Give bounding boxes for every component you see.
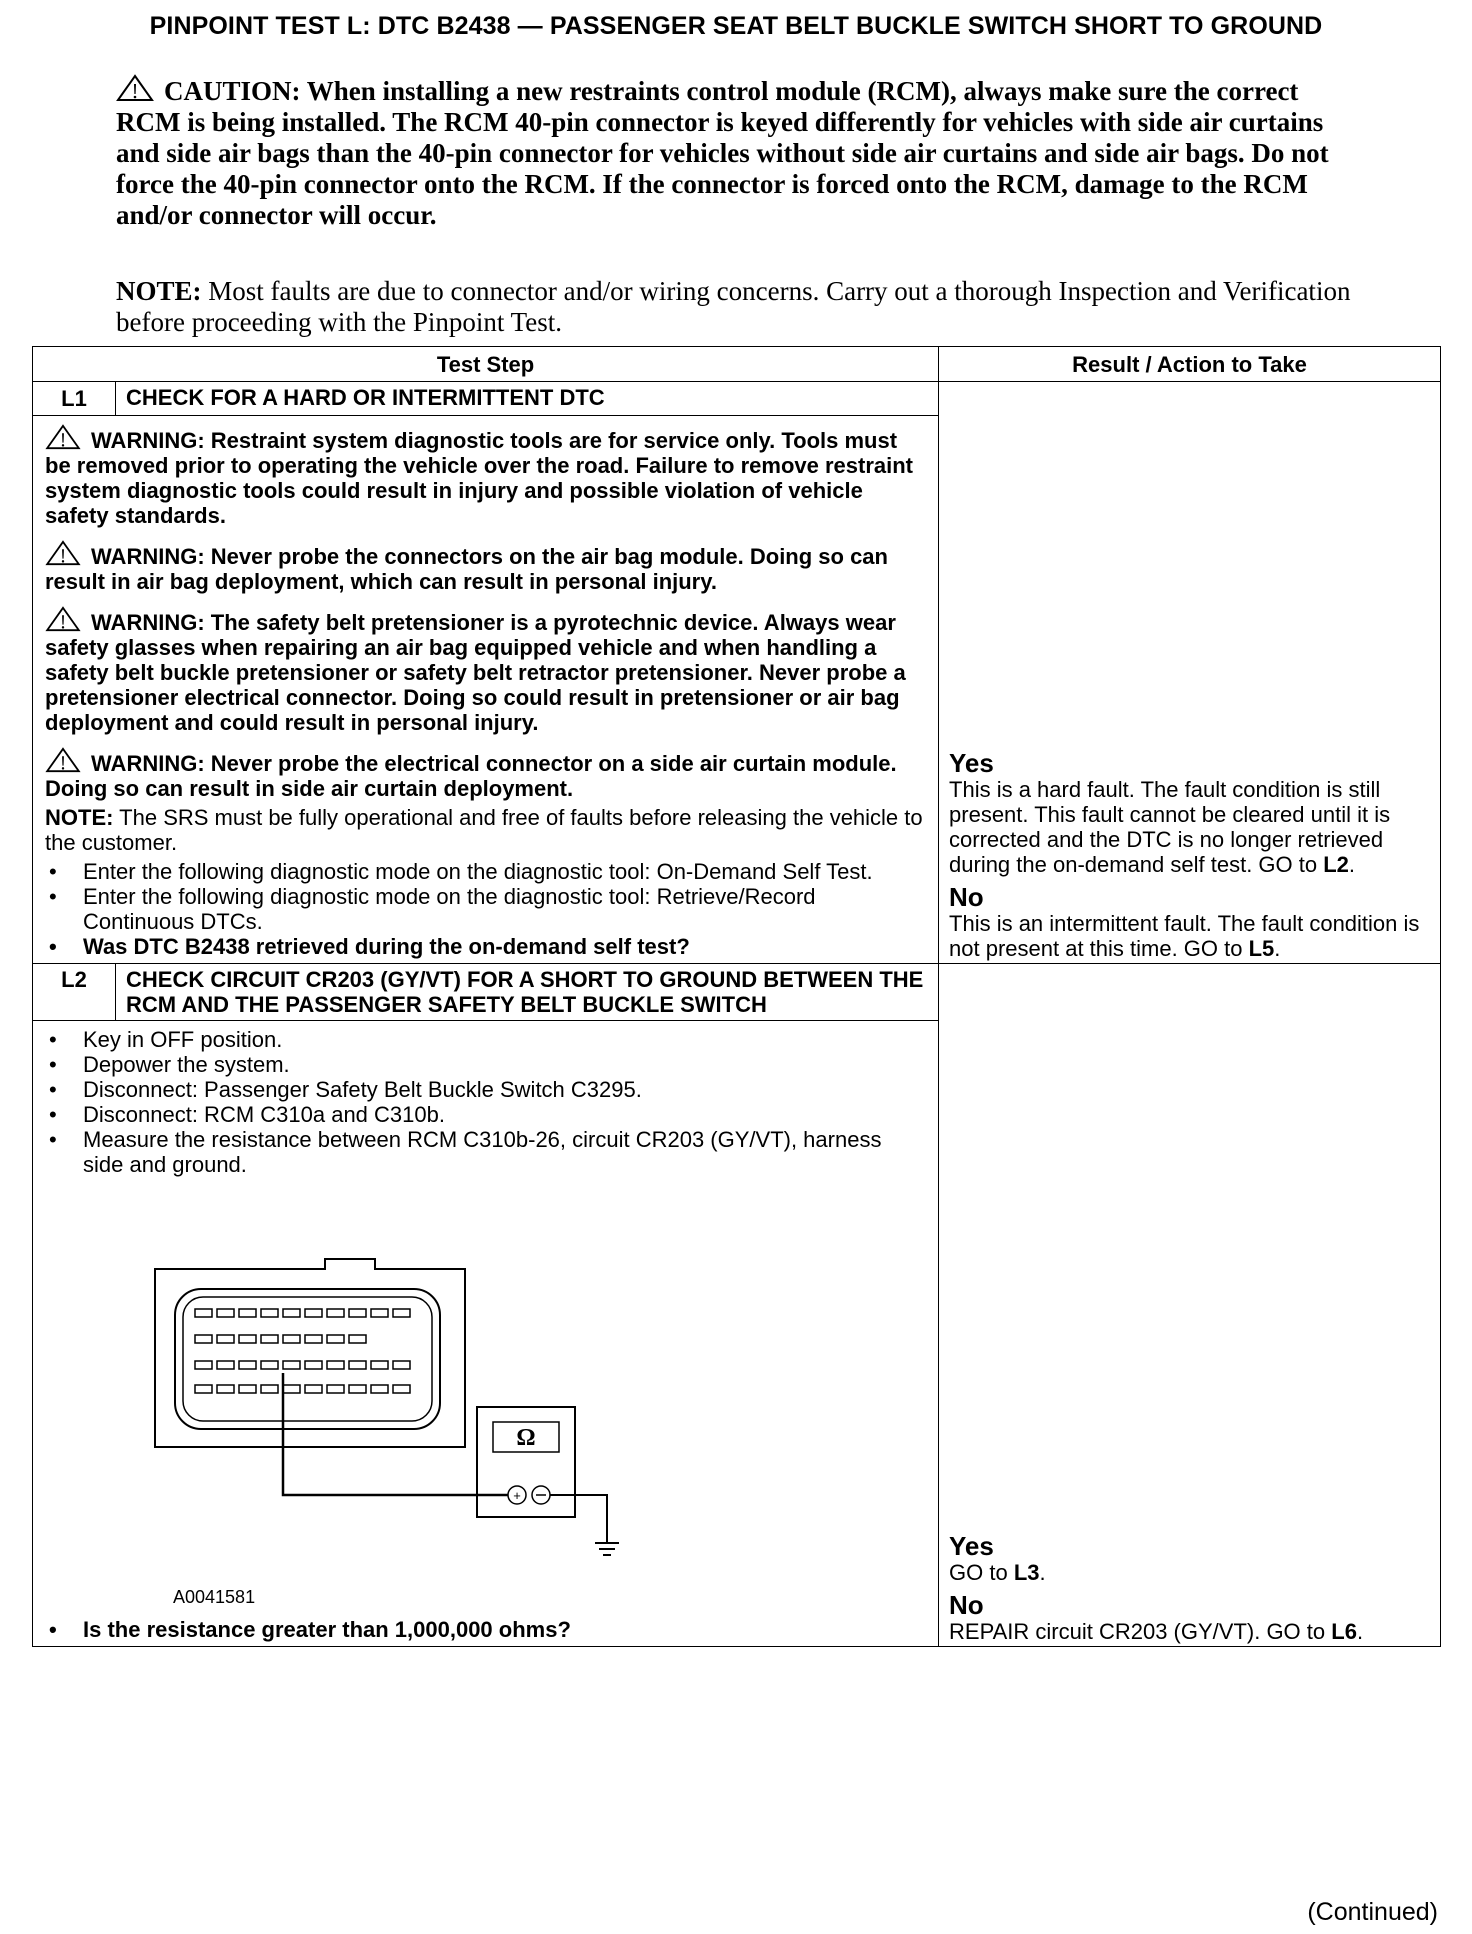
warning-text: WARNING: Never probe the connectors on the air bag module. Doing so can result in air bag deployment, which can result in personal injury. (45, 544, 888, 594)
step-body-l2 (33, 1021, 939, 1647)
no-label-l2: No (949, 1590, 984, 1620)
connector-pin (217, 1385, 234, 1393)
warning-triangle-icon (45, 747, 81, 773)
goto-link-l6[interactable]: L6 (1331, 1619, 1357, 1644)
no-action-l2: REPAIR circuit CR203 (GY/VT). GO to L6. (949, 1619, 1364, 1644)
connector-pin (349, 1309, 366, 1317)
list-item: • Depower the system. (45, 1052, 926, 1077)
warning-text: WARNING: Never probe the electrical connector on a side air curtain module. Doing so can result in side air curtain deployment. (45, 751, 897, 801)
svg-text:+: + (513, 1488, 521, 1503)
connector-pin (327, 1335, 344, 1343)
no-text-l1: This is an intermittent fault. The fault condition is not present at this time. GO to (949, 911, 1420, 961)
step-id-l1: L1 (33, 382, 116, 416)
yes-label-l2: Yes (949, 1531, 994, 1561)
header-result: Result / Action to Take (939, 347, 1441, 382)
page-title: PINPOINT TEST L: DTC B2438 — PASSENGER SEAT BELT BUCKLE SWITCH SHORT TO GROUND (149, 12, 1323, 40)
no-label-l1: No (949, 882, 984, 912)
connector-pin (217, 1361, 234, 1369)
no-action-l1: This is an intermittent fault. The fault condition is not present at this time. GO to L5. (949, 911, 1420, 961)
connector-pin (195, 1361, 212, 1369)
list-item: • Key in OFF position. (45, 1027, 926, 1052)
step-row-l2 (33, 964, 1441, 1021)
goto-link-l2[interactable]: L2 (1323, 852, 1349, 877)
connector-pin (393, 1309, 410, 1317)
connector-pin (283, 1385, 300, 1393)
yes-text-l1: This is a hard fault. The fault condition is still present. This fault cannot be cleared until it is corrected and the DTC is no longer retrieved during the on-demand self test. GO to (949, 777, 1391, 877)
connector-pin (305, 1361, 322, 1369)
note-block (116, 276, 1366, 338)
connector-pin (327, 1385, 344, 1393)
result-cell-l1 (939, 382, 1441, 964)
connector-pin (393, 1361, 410, 1369)
connector-pin (217, 1309, 234, 1317)
list-item: • Enter the following diagnostic mode on the diagnostic tool: On-Demand Self Test. (45, 859, 926, 884)
connector-pin (239, 1385, 256, 1393)
connector-pin (195, 1385, 212, 1393)
ground-symbol-icon (587, 1533, 627, 1573)
connector-pin (371, 1309, 388, 1317)
connector-pin (349, 1335, 366, 1343)
step-body-l1 (33, 416, 939, 964)
connector-pin (261, 1335, 278, 1343)
connector-pin (261, 1361, 278, 1369)
continued-label: (Continued) (1307, 1898, 1438, 1926)
list-item: • Disconnect: RCM C310a and C310b. (45, 1102, 926, 1127)
bullet-list-l1 (45, 859, 926, 959)
list-item: • Measure the resistance between RCM C310b-26, circuit CR203 (GY/VT), harness side and ground. (45, 1127, 926, 1177)
connector-pin (239, 1309, 256, 1317)
ohm-symbol: Ω (516, 1425, 536, 1451)
connector-pin (239, 1335, 256, 1343)
connector-pin (261, 1309, 278, 1317)
connector-pins (195, 1309, 410, 1393)
connector-pin (371, 1385, 388, 1393)
caution-block (116, 74, 1366, 231)
connector-pin (349, 1385, 366, 1393)
step-title-l2: CHECK CIRCUIT CR203 (GY/VT) FOR A SHORT TO GROUND BETWEEN THE RCM AND THE PASSENGER SAFETY BELT BUCKLE SWITCH (116, 964, 939, 1021)
question-l2: • Is the resistance greater than 1,000,000 ohms? (45, 1617, 926, 1642)
connector-pin (239, 1361, 256, 1369)
list-item: • Enter the following diagnostic mode on the diagnostic tool: Retrieve/Record Continuous DTCs. (45, 884, 926, 934)
connector-pin (305, 1385, 322, 1393)
step-title-l1: CHECK FOR A HARD OR INTERMITTENT DTC (116, 382, 939, 416)
connector-pin (327, 1361, 344, 1369)
warning-triangle-icon (45, 606, 81, 632)
warning-2 (45, 540, 926, 594)
step-id-l2: L2 (33, 964, 116, 1021)
note-text: Most faults are due to connector and/or wiring concerns. Carry out a thorough Inspection and Verification before proceeding with the Pinpoint Test. (116, 276, 1351, 337)
connector-figure (45, 1177, 926, 1617)
connector-pin (283, 1309, 300, 1317)
warning-1 (45, 424, 926, 528)
warning-triangle-icon (45, 540, 81, 566)
connector-pin (371, 1361, 388, 1369)
connector-pin (327, 1309, 344, 1317)
yes-action-l1: This is a hard fault. The fault condition is still present. This fault cannot be cleared until it is corrected and the DTC is no longer retrieved during the on-demand self test. GO to L2. (949, 777, 1391, 877)
step-row-l1 (33, 382, 1441, 416)
bullet-list-l2 (45, 1027, 926, 1177)
connector-pin (195, 1309, 212, 1317)
step-note-text: The SRS must be fully operational and free of faults before releasing the vehicle to the customer. (45, 805, 923, 855)
header-test-step: Test Step (33, 347, 939, 382)
connector-pin (283, 1335, 300, 1343)
warning-triangle-icon (45, 424, 81, 450)
connector-pin (305, 1335, 322, 1343)
question-list-l2 (45, 1617, 926, 1642)
figure-id: A0041581 (173, 1587, 256, 1607)
yes-action-l2: GO to L3. (949, 1560, 1046, 1585)
yes-text-l2: GO to (949, 1560, 1014, 1585)
warning-text: WARNING: The safety belt pretensioner is a pyrotechnic device. Always wear safety glasses when repairing an air bag equipped vehicle and when handling a safety belt buckle pretensioner or safety belt retractor pretensioner. Never probe a pretensioner electrical connector. Doing so could result in pretensioner or air bag deployment and could result in personal injury. (45, 610, 906, 735)
caution-text: CAUTION: When installing a new restraints control module (RCM), always make sure the correct RCM is being installed. The RCM 40-pin connector is keyed differently for vehicles with side air curtains and side air bags than the 40-pin connector for vehicles without side air curtains and side air bags. Do not force the 40-pin connector onto the RCM. If the connector is forced onto the RCM, damage to the RCM and/or connector will occur. (116, 76, 1329, 230)
connector-pin (283, 1361, 300, 1369)
step-note-l1 (45, 805, 926, 855)
note-label: NOTE: (116, 276, 202, 306)
goto-link-l5[interactable]: L5 (1248, 936, 1275, 961)
list-item: • Disconnect: Passenger Safety Belt Buckle Switch C3295. (45, 1077, 926, 1102)
question-l1: • Was DTC B2438 retrieved during the on-demand self test? (45, 934, 926, 959)
connector-pin (305, 1309, 322, 1317)
connector-pin (217, 1335, 234, 1343)
result-cell-l2 (939, 964, 1441, 1647)
table-header-row (33, 347, 1441, 382)
no-text-l2: REPAIR circuit CR203 (GY/VT). GO to (949, 1619, 1332, 1644)
goto-link-l3[interactable]: L3 (1013, 1560, 1040, 1585)
warning-4 (45, 747, 926, 801)
connector-diagram (45, 1177, 765, 1537)
step-note-label: NOTE: (45, 805, 114, 830)
pinpoint-table (32, 346, 1441, 1647)
warning-text: WARNING: Restraint system diagnostic tools are for service only. Tools must be removed prior to operating the vehicle over the road. Failure to remove restraint system diagnostic tools could result in injury and possible violation of vehicle safety standards. (45, 428, 914, 528)
connector-pin (393, 1385, 410, 1393)
connector-pin (261, 1385, 278, 1393)
connector-pin (349, 1361, 366, 1369)
warning-3 (45, 606, 926, 735)
warning-triangle-icon (116, 74, 154, 102)
connector-pin (195, 1335, 212, 1343)
yes-label-l1: Yes (949, 748, 994, 778)
